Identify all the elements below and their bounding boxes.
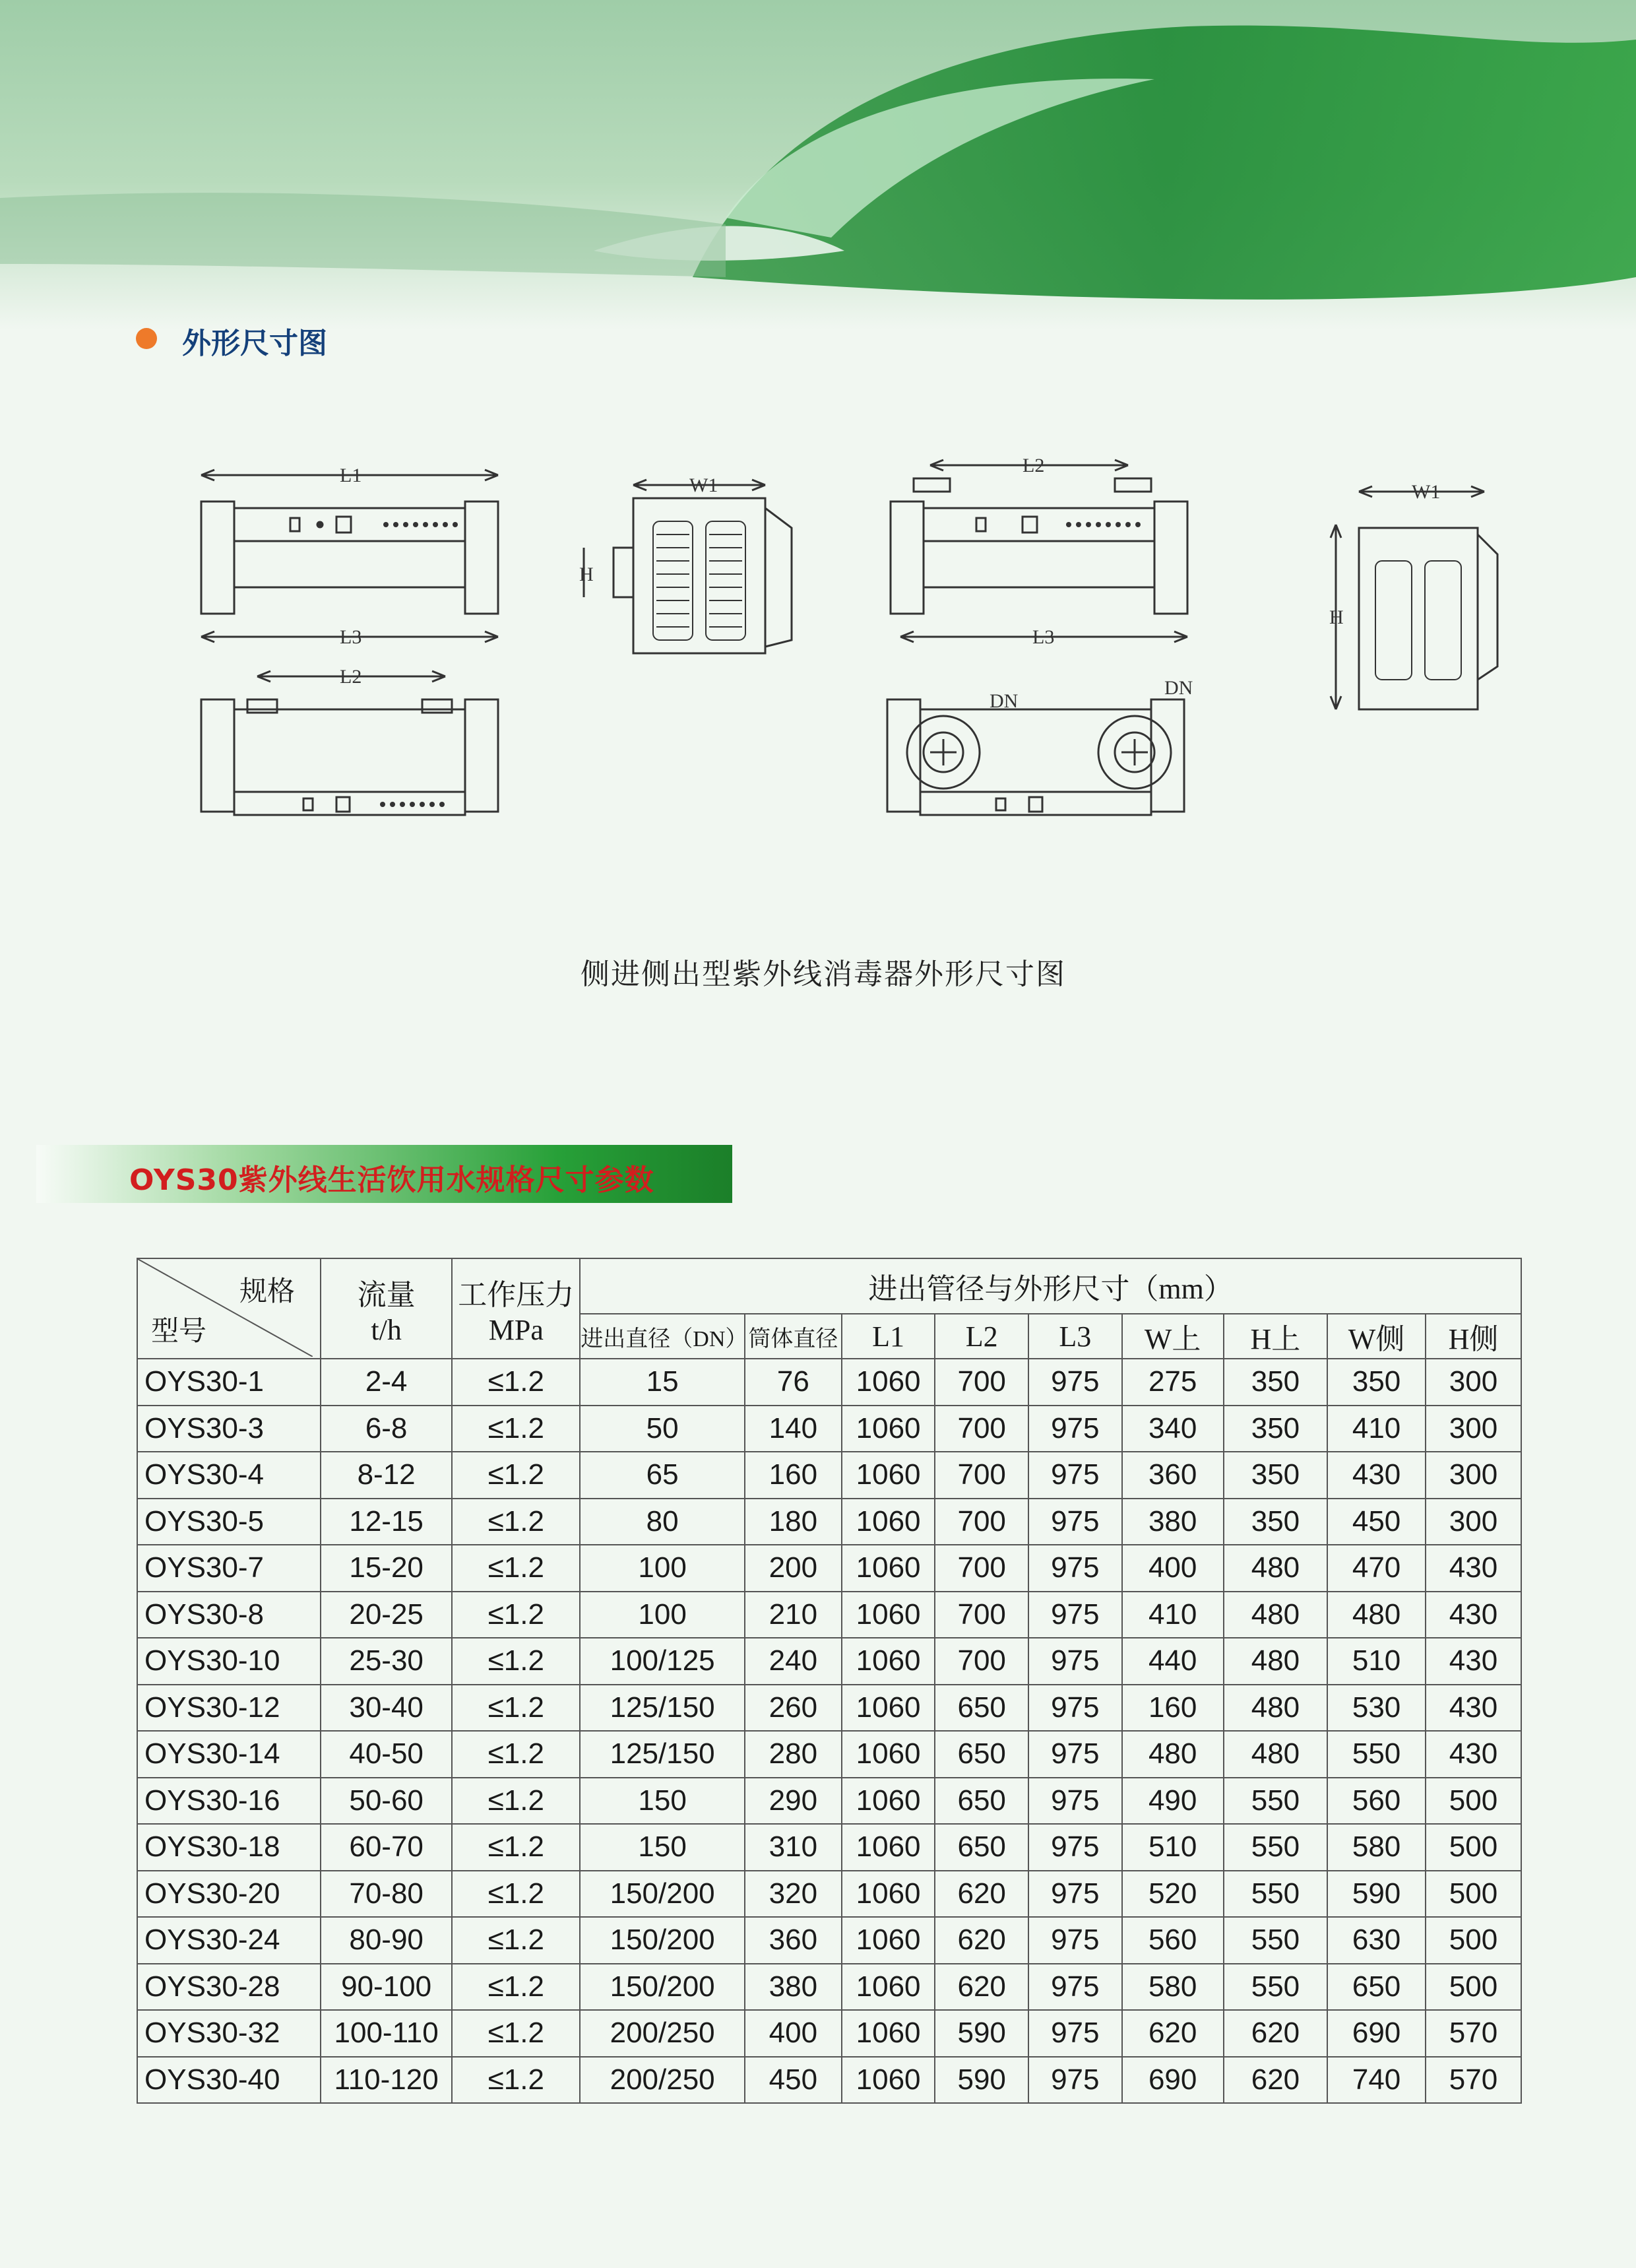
label-l2: L2: [340, 666, 362, 688]
table-cell: 975: [1028, 1778, 1122, 1825]
flow-header: 流量 t/h: [321, 1258, 452, 1359]
table-cell: ≤1.2: [452, 1871, 580, 1918]
table-cell: 620: [935, 1964, 1028, 2011]
label-w1: W1: [689, 474, 718, 496]
table-cell: OYS30-4: [137, 1452, 321, 1499]
sub-header-cell: L3: [1028, 1314, 1122, 1359]
table-cell: 700: [935, 1359, 1028, 1406]
table-cell: ≤1.2: [452, 1359, 580, 1406]
table-cell: OYS30-8: [137, 1592, 321, 1638]
table-row: [137, 1592, 1521, 1638]
svg-text:W1: W1: [1412, 481, 1441, 503]
table-cell: 700: [935, 1545, 1028, 1592]
table-cell: 975: [1028, 1359, 1122, 1406]
table-cell: 500: [1426, 1917, 1521, 1964]
table-cell: 350: [1224, 1452, 1327, 1499]
svg-text:H: H: [1329, 606, 1344, 628]
table-cell: 740: [1327, 2057, 1426, 2104]
table-cell: ≤1.2: [452, 1964, 580, 2011]
table-cell: 150: [580, 1824, 745, 1871]
table-cell: 700: [935, 1452, 1028, 1499]
table-cell: 140: [745, 1406, 842, 1452]
table-cell: 650: [935, 1685, 1028, 1732]
table-cell: OYS30-7: [137, 1545, 321, 1592]
table-cell: OYS30-24: [137, 1917, 321, 1964]
sub-header-cell: 进出直径（DN）: [580, 1314, 745, 1359]
table-cell: 290: [745, 1778, 842, 1825]
table-row: [137, 1917, 1521, 1964]
sub-header-cell: H上: [1224, 1314, 1327, 1359]
table-cell: 360: [745, 1917, 842, 1964]
table-cell: 700: [935, 1638, 1028, 1685]
table-cell: ≤1.2: [452, 1452, 580, 1499]
table-cell: 480: [1224, 1731, 1327, 1778]
label-l1: L1: [340, 465, 362, 486]
table-cell: 520: [1122, 1871, 1224, 1918]
table-cell: 360: [1122, 1452, 1224, 1499]
table-cell: OYS30-16: [137, 1778, 321, 1825]
table-cell: 550: [1224, 1964, 1327, 2011]
table-cell: 700: [935, 1499, 1028, 1545]
label-dn: DN: [990, 690, 1019, 712]
table-cell: 470: [1327, 1545, 1426, 1592]
table-cell: OYS30-14: [137, 1731, 321, 1778]
table-row: [137, 1778, 1521, 1825]
table-row: [137, 1685, 1521, 1732]
table-cell: 480: [1224, 1592, 1327, 1638]
drawing-caption: 侧进侧出型紫外线消毒器外形尺寸图: [581, 957, 1066, 991]
table-cell: 620: [1224, 2010, 1327, 2057]
table-cell: 400: [1122, 1545, 1224, 1592]
table-cell: 410: [1122, 1592, 1224, 1638]
table-cell: 100-110: [321, 2010, 452, 2057]
table-cell: 510: [1327, 1638, 1426, 1685]
table-cell: 2-4: [321, 1359, 452, 1406]
table-cell: 975: [1028, 1638, 1122, 1685]
table-cell: 550: [1224, 1824, 1327, 1871]
table-cell: 430: [1426, 1685, 1521, 1732]
table-cell: 1060: [842, 1964, 935, 2011]
table-cell: 80-90: [321, 1917, 452, 1964]
table-row: [137, 1871, 1521, 1918]
table-cell: 150/200: [580, 1871, 745, 1918]
drawing-front-top-inlets: [891, 455, 1187, 648]
drawing-front-bottom: [201, 666, 498, 815]
table-cell: 690: [1327, 2010, 1426, 2057]
table-cell: 1060: [842, 1824, 935, 1871]
table-cell: 975: [1028, 1452, 1122, 1499]
table-cell: ≤1.2: [452, 1731, 580, 1778]
table-cell: 1060: [842, 1406, 935, 1452]
table-cell: 350: [1224, 1406, 1327, 1452]
corner-header-cell: [137, 1258, 321, 1359]
table-title: OYS30紫外线生活饮用水规格尺寸参数: [129, 1163, 654, 1197]
table-cell: 690: [1122, 2057, 1224, 2104]
table-cell: 40-50: [321, 1731, 452, 1778]
table-cell: 975: [1028, 1592, 1122, 1638]
table-cell: 560: [1122, 1917, 1224, 1964]
table-cell: 430: [1426, 1545, 1521, 1592]
table-cell: 450: [745, 2057, 842, 2104]
table-cell: ≤1.2: [452, 1917, 580, 1964]
table-cell: 430: [1426, 1731, 1521, 1778]
table-cell: 560: [1327, 1778, 1426, 1825]
table-row: [137, 1638, 1521, 1685]
table-cell: 200: [745, 1545, 842, 1592]
table-cell: ≤1.2: [452, 1406, 580, 1452]
table-cell: 650: [935, 1824, 1028, 1871]
table-cell: 80: [580, 1499, 745, 1545]
table-cell: 580: [1327, 1824, 1426, 1871]
table-row: [137, 1964, 1521, 2011]
table-cell: 200/250: [580, 2010, 745, 2057]
table-cell: 100/125: [580, 1638, 745, 1685]
table-cell: 1060: [842, 1685, 935, 1732]
table-cell: 620: [1122, 2010, 1224, 2057]
table-row: [137, 1406, 1521, 1452]
table-cell: ≤1.2: [452, 1545, 580, 1592]
table-cell: 975: [1028, 2057, 1122, 2104]
table-cell: 340: [1122, 1406, 1224, 1452]
table-cell: ≤1.2: [452, 1824, 580, 1871]
table-cell: 500: [1426, 1964, 1521, 2011]
table-cell: 50: [580, 1406, 745, 1452]
table-cell: 570: [1426, 2010, 1521, 2057]
table-cell: 350: [1327, 1359, 1426, 1406]
table-cell: 1060: [842, 1545, 935, 1592]
table-cell: 430: [1426, 1638, 1521, 1685]
table-cell: 350: [1224, 1359, 1327, 1406]
table-cell: 300: [1426, 1499, 1521, 1545]
table-cell: ≤1.2: [452, 1499, 580, 1545]
label-h: H: [579, 564, 594, 585]
table-cell: 15-20: [321, 1545, 452, 1592]
table-cell: 100: [580, 1545, 745, 1592]
table-cell: 480: [1224, 1545, 1327, 1592]
table-cell: 1060: [842, 1592, 935, 1638]
table-cell: 500: [1426, 1871, 1521, 1918]
table-body: [137, 1359, 1521, 2103]
table-cell: 550: [1224, 1917, 1327, 1964]
table-cell: 550: [1327, 1731, 1426, 1778]
table-row: [137, 1545, 1521, 1592]
table-cell: 510: [1122, 1824, 1224, 1871]
sub-header-cell: 筒体直径: [745, 1314, 842, 1359]
table-cell: 975: [1028, 1824, 1122, 1871]
dimension-group-header: 进出管径与外形尺寸（mm）: [580, 1258, 1521, 1314]
table-cell: 620: [1224, 2057, 1327, 2104]
table-cell: 500: [1426, 1824, 1521, 1871]
sub-header-cell: H侧: [1426, 1314, 1521, 1359]
table-cell: 320: [745, 1871, 842, 1918]
corner-model-label: 型号: [151, 1316, 207, 1347]
table-cell: 590: [1327, 1871, 1426, 1918]
table-cell: 6-8: [321, 1406, 452, 1452]
table-row: [137, 2010, 1521, 2057]
drawing-side-left: [579, 474, 792, 653]
table-cell: 90-100: [321, 1964, 452, 2011]
table-cell: 975: [1028, 1685, 1122, 1732]
sub-header-cell: L1: [842, 1314, 935, 1359]
table-cell: 70-80: [321, 1871, 452, 1918]
table-cell: 975: [1028, 1499, 1122, 1545]
table-cell: 975: [1028, 1406, 1122, 1452]
table-cell: ≤1.2: [452, 2057, 580, 2104]
table-cell: 1060: [842, 1359, 935, 1406]
table-cell: 430: [1327, 1452, 1426, 1499]
table-cell: 975: [1028, 1731, 1122, 1778]
wave-hero-image: [0, 0, 1636, 330]
table-cell: 975: [1028, 1917, 1122, 1964]
table-cell: 125/150: [580, 1685, 745, 1732]
table-cell: ≤1.2: [452, 2010, 580, 2057]
corner-spec-label: 规格: [239, 1277, 295, 1307]
sub-header-cell: W上: [1122, 1314, 1224, 1359]
table-cell: 1060: [842, 1871, 935, 1918]
table-cell: 700: [935, 1592, 1028, 1638]
table-cell: 310: [745, 1824, 842, 1871]
table-cell: 1060: [842, 1499, 935, 1545]
dimension-drawings: [185, 449, 1504, 871]
table-cell: 280: [745, 1731, 842, 1778]
table-cell: ≤1.2: [452, 1685, 580, 1732]
drawing-flange-view: [887, 677, 1193, 815]
table-cell: OYS30-3: [137, 1406, 321, 1452]
table-cell: OYS30-40: [137, 2057, 321, 2104]
table-cell: 1060: [842, 1452, 935, 1499]
table-cell: 630: [1327, 1917, 1426, 1964]
table-cell: OYS30-20: [137, 1871, 321, 1918]
table-cell: 275: [1122, 1359, 1224, 1406]
table-cell: 1060: [842, 1917, 935, 1964]
table-cell: OYS30-18: [137, 1824, 321, 1871]
table-cell: 200/250: [580, 2057, 745, 2104]
table-cell: 650: [935, 1778, 1028, 1825]
table-cell: 530: [1327, 1685, 1426, 1732]
table-cell: 400: [745, 2010, 842, 2057]
table-cell: OYS30-10: [137, 1638, 321, 1685]
table-cell: 1060: [842, 1778, 935, 1825]
table-cell: 110-120: [321, 2057, 452, 2104]
svg-text:L3: L3: [1032, 626, 1055, 648]
table-cell: 350: [1224, 1499, 1327, 1545]
table-cell: 12-15: [321, 1499, 452, 1545]
label-l3: L3: [340, 626, 362, 648]
table-cell: 570: [1426, 2057, 1521, 2104]
table-cell: OYS30-32: [137, 2010, 321, 2057]
table-cell: 380: [745, 1964, 842, 2011]
table-cell: 25-30: [321, 1638, 452, 1685]
table-cell: 580: [1122, 1964, 1224, 2011]
table-cell: 975: [1028, 1964, 1122, 2011]
table-cell: 240: [745, 1638, 842, 1685]
table-cell: 410: [1327, 1406, 1426, 1452]
table-cell: 620: [935, 1917, 1028, 1964]
table-cell: 1060: [842, 2010, 935, 2057]
table-cell: 1060: [842, 1731, 935, 1778]
table-cell: 480: [1224, 1685, 1327, 1732]
table-cell: 30-40: [321, 1685, 452, 1732]
table-cell: 100: [580, 1592, 745, 1638]
table-cell: 125/150: [580, 1731, 745, 1778]
table-cell: 590: [935, 2057, 1028, 2104]
table-cell: ≤1.2: [452, 1592, 580, 1638]
table-cell: OYS30-12: [137, 1685, 321, 1732]
section-title-dimensions: 外形尺寸图: [182, 327, 327, 360]
table-cell: OYS30-28: [137, 1964, 321, 2011]
table-cell: 50-60: [321, 1778, 452, 1825]
table-cell: 650: [1327, 1964, 1426, 2011]
table-row: [137, 1499, 1521, 1545]
table-cell: 480: [1224, 1638, 1327, 1685]
table-cell: 430: [1426, 1592, 1521, 1638]
table-cell: 500: [1426, 1778, 1521, 1825]
table-cell: 450: [1327, 1499, 1426, 1545]
table-cell: 76: [745, 1359, 842, 1406]
svg-text:DN: DN: [1164, 677, 1193, 699]
pressure-header: 工作压力 MPa: [452, 1258, 580, 1359]
table-row: [137, 2057, 1521, 2104]
orange-bullet-icon: [136, 328, 157, 349]
table-cell: 975: [1028, 1871, 1122, 1918]
sub-header-cell: L2: [935, 1314, 1028, 1359]
table-cell: 550: [1224, 1871, 1327, 1918]
table-row: [137, 1359, 1521, 1406]
table-cell: 8-12: [321, 1452, 452, 1499]
table-cell: OYS30-1: [137, 1359, 321, 1406]
table-cell: 650: [935, 1731, 1028, 1778]
drawing-side-right: [1329, 481, 1497, 709]
table-cell: 180: [745, 1499, 842, 1545]
table-cell: 300: [1426, 1359, 1521, 1406]
table-cell: 160: [1122, 1685, 1224, 1732]
table-cell: 700: [935, 1406, 1028, 1452]
table-cell: ≤1.2: [452, 1778, 580, 1825]
table-cell: 65: [580, 1452, 745, 1499]
table-cell: 260: [745, 1685, 842, 1732]
table-cell: OYS30-5: [137, 1499, 321, 1545]
table-cell: 20-25: [321, 1592, 452, 1638]
table-cell: 150: [580, 1778, 745, 1825]
table-cell: 620: [935, 1871, 1028, 1918]
table-cell: 300: [1426, 1406, 1521, 1452]
table-cell: ≤1.2: [452, 1638, 580, 1685]
table-cell: 590: [935, 2010, 1028, 2057]
table-cell: 300: [1426, 1452, 1521, 1499]
spec-table: [137, 1258, 1522, 2104]
table-cell: 480: [1327, 1592, 1426, 1638]
table-cell: 160: [745, 1452, 842, 1499]
svg-text:L2: L2: [1022, 455, 1045, 476]
table-row: [137, 1731, 1521, 1778]
table-cell: 60-70: [321, 1824, 452, 1871]
table-cell: 490: [1122, 1778, 1224, 1825]
table-cell: 210: [745, 1592, 842, 1638]
table-cell: 1060: [842, 2057, 935, 2104]
table-cell: 380: [1122, 1499, 1224, 1545]
table-cell: 975: [1028, 2010, 1122, 2057]
table-cell: 550: [1224, 1778, 1327, 1825]
table-row: [137, 1824, 1521, 1871]
table-cell: 150/200: [580, 1917, 745, 1964]
sub-header-cell: W侧: [1327, 1314, 1426, 1359]
table-cell: 150/200: [580, 1964, 745, 2011]
table-cell: 440: [1122, 1638, 1224, 1685]
table-row: [137, 1452, 1521, 1499]
table-cell: 975: [1028, 1545, 1122, 1592]
table-cell: 1060: [842, 1638, 935, 1685]
table-cell: 480: [1122, 1731, 1224, 1778]
table-cell: 15: [580, 1359, 745, 1406]
drawing-front-top: [201, 465, 498, 648]
